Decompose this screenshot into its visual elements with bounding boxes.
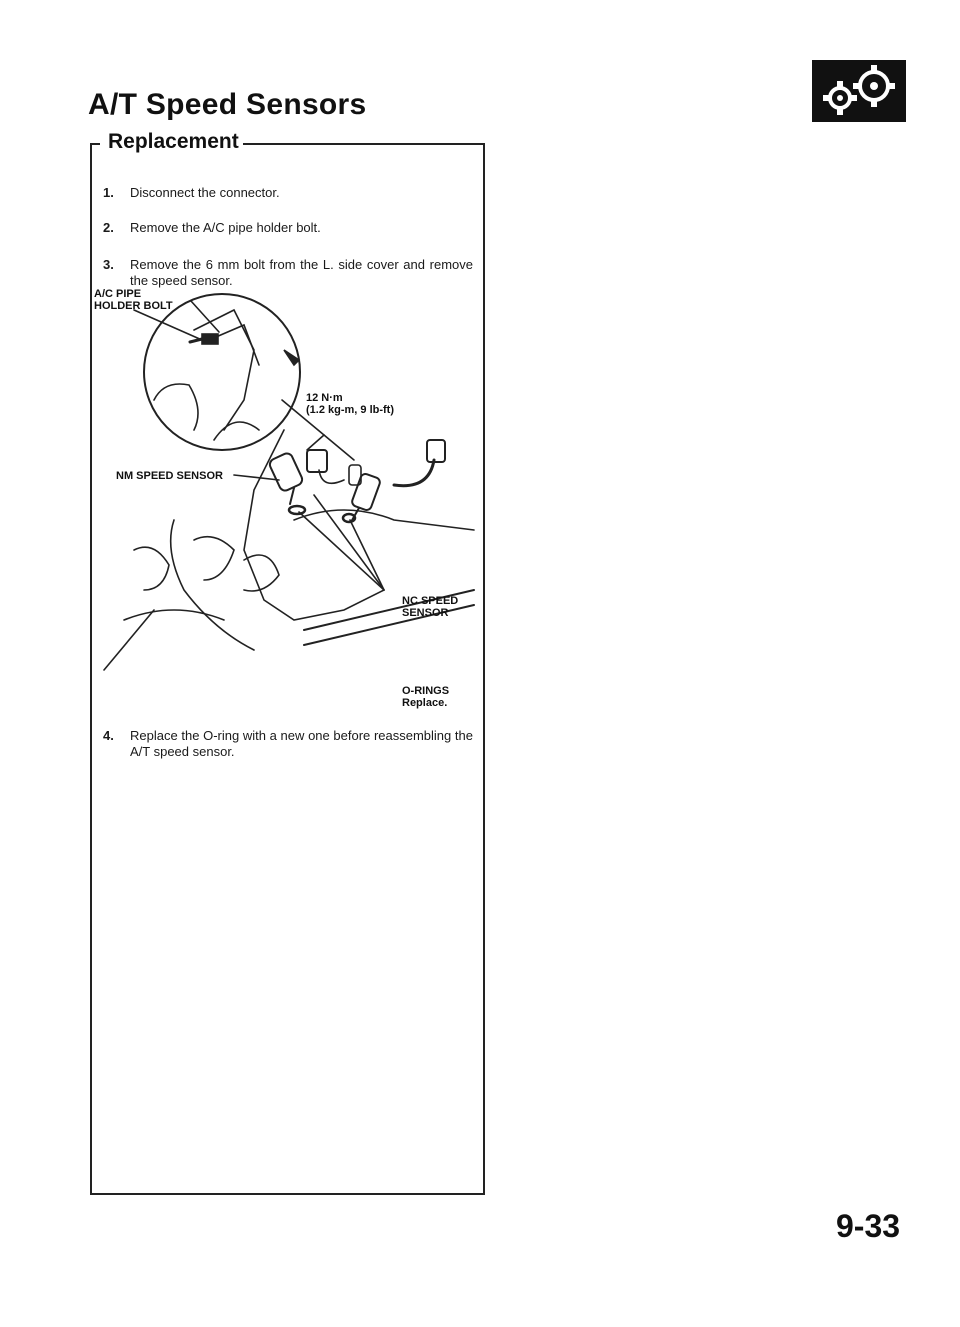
torque-label-line1: 12 N·m	[306, 392, 343, 404]
ac-pipe-label-line2: HOLDER BOLT	[94, 300, 173, 312]
step-number: 4.	[103, 728, 114, 743]
step-text: Remove the 6 mm bolt from the L. side cover and remove the speed sensor.	[130, 257, 473, 288]
page-number: 9-33	[836, 1208, 901, 1244]
gear-set-icon	[812, 60, 906, 122]
orings-label	[402, 685, 449, 709]
ac-pipe-label	[94, 288, 173, 312]
step-number: 1.	[103, 185, 114, 200]
section-heading: Replacement	[104, 130, 243, 154]
nm-sensor-label: NM SPEED SENSOR	[116, 470, 223, 482]
step-number: 3.	[103, 257, 114, 272]
frame-top-stub	[90, 143, 100, 145]
speed-sensor-diagram	[94, 290, 484, 710]
nc-sensor-label-line2: SENSOR	[402, 607, 449, 619]
torque-label-line2: (1.2 kg-m, 9 lb-ft)	[306, 404, 395, 416]
page-title: A/T Speed Sensors	[88, 88, 367, 121]
step-number: 2.	[103, 220, 114, 235]
step-text: Remove the A/C pipe holder bolt.	[130, 220, 321, 235]
torque-label	[306, 392, 394, 416]
ac-pipe-label-line1: A/C PIPE	[94, 288, 142, 300]
nc-sensor-label	[402, 595, 458, 619]
frame-top-line	[240, 143, 485, 145]
step-text: Replace the O-ring with a new one before reassembling the A/T speed sensor.	[130, 728, 473, 759]
step-text: Disconnect the connector.	[130, 185, 280, 200]
orings-label-title: O-RINGS	[402, 685, 450, 697]
nc-sensor-label-line1: NC SPEED	[402, 595, 459, 607]
orings-label-note: Replace.	[402, 697, 448, 709]
